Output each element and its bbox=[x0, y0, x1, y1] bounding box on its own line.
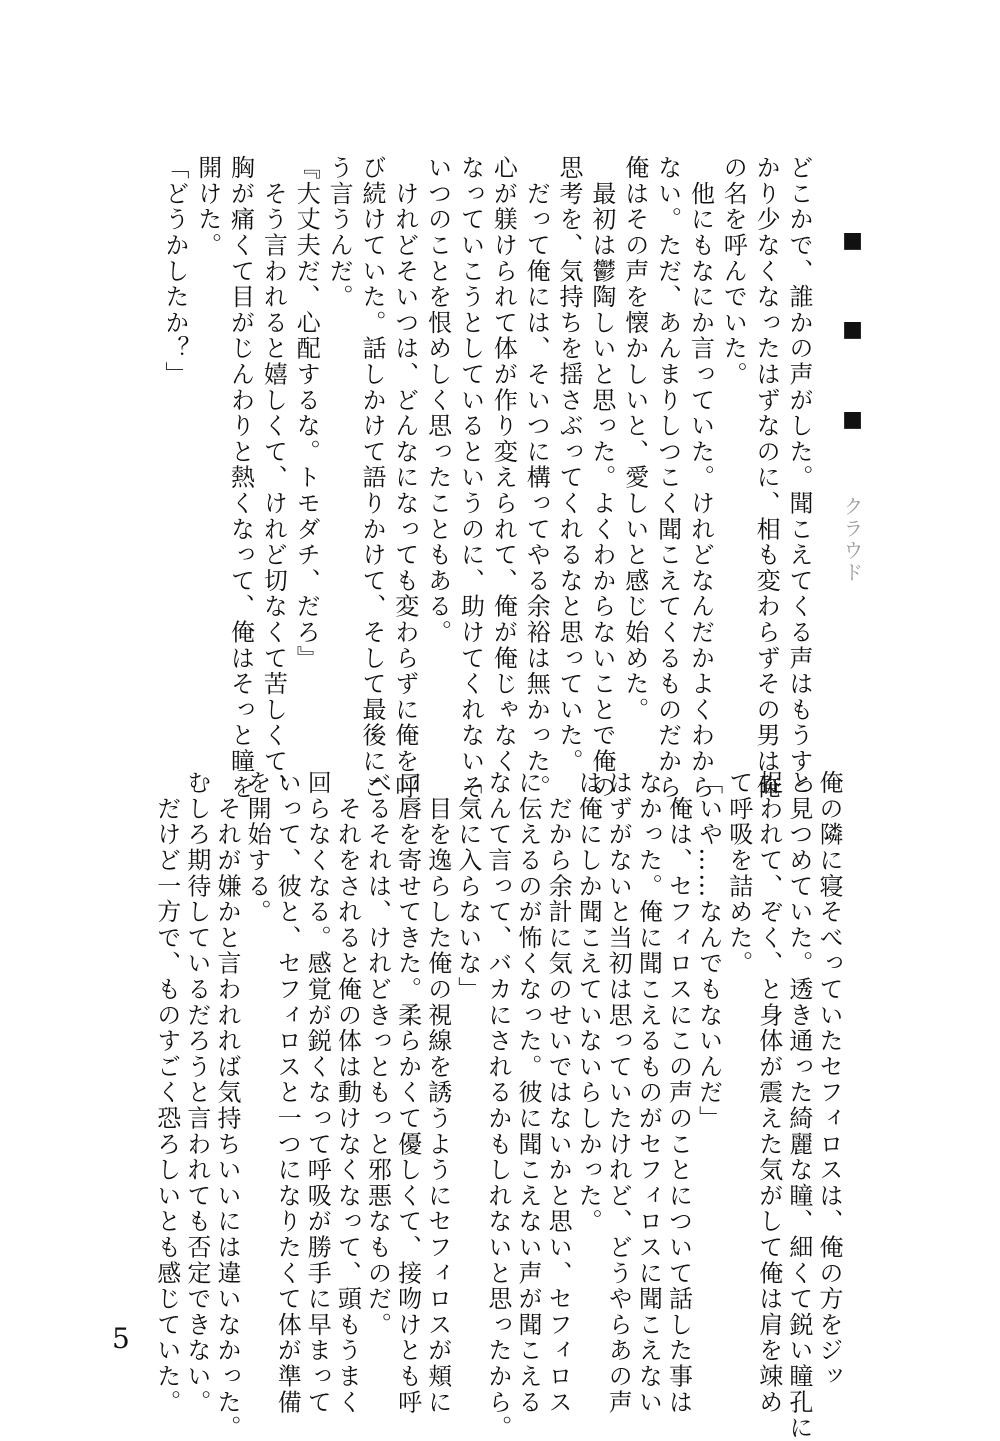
text-column: いつのことを恨めしく思ったこともある。 bbox=[423, 155, 452, 646]
text-column: 口唇を寄せてきた。柔らかくて優しくて、接吻けとも呼 bbox=[393, 770, 422, 1415]
section-title: クラウド bbox=[840, 496, 864, 585]
text-column: いって、彼と、セフィロスと一つになりたくて体が準備 bbox=[273, 770, 302, 1415]
text-column: 心が躾けられて体が作り変えられて、俺が俺じゃなく bbox=[489, 155, 518, 775]
text-column: 「いや……なんでもないんだ」 bbox=[694, 770, 723, 1132]
section-mark-1: ■ bbox=[840, 228, 865, 255]
text-column: そう言われると嬉しくて、けれど切なくて苦しくて、 bbox=[259, 155, 288, 800]
text-column: むしろ期待しているだろうと言われても否定できない。 bbox=[182, 770, 211, 1415]
text-column: けれどそいつは、どんなになっても変わらずに俺を呼 bbox=[390, 155, 419, 800]
text-column: 「どうかしたか？」 bbox=[160, 155, 189, 388]
text-column: べるそれは、けれどきっともっと邪悪なものだ。 bbox=[363, 770, 392, 1338]
text-column: それをされると俺の体は動けなくなって、頭もうまく bbox=[333, 770, 362, 1415]
text-column: 俺はその声を懐かしいと、愛しいと感じ始めた。 bbox=[620, 155, 649, 723]
text-column: だから余計に気のせいではないかと思い、セフィロス bbox=[544, 770, 573, 1415]
text-column: はずがないと当初は思っていたけれど、どうやらあの声 bbox=[604, 770, 633, 1415]
text-column: なっていこうとしているというのに、助けてくれないそ bbox=[456, 155, 485, 800]
text-column: と見つめていた。透き通った綺麗な瞳、細くて鋭い瞳孔に bbox=[784, 770, 813, 1441]
text-column: どこかで、誰かの声がした。聞こえてくる声はもうすっ bbox=[785, 155, 813, 800]
text-column: 開けた。 bbox=[193, 155, 222, 259]
text-column: なかった。俺に聞こえるものがセフィロスに聞こえない bbox=[634, 770, 663, 1415]
text-column: それが嫌かと言われれば気持ちいいには違いなかった。 bbox=[213, 770, 241, 1441]
text-column: かり少なくなったはずなのに、相も変わらずその男は俺 bbox=[752, 155, 781, 800]
text-column: 『大丈夫だ、心配するな。トモダチ、だろ』 bbox=[292, 155, 321, 671]
text-column: 回らなくなる。感覚が鋭くなって呼吸が勝手に早まって bbox=[303, 770, 332, 1415]
text-column: を開始する。 bbox=[243, 770, 272, 925]
text-column: 胸が痛くて目がじんわりと熱くなって、俺はそっと瞳を bbox=[226, 155, 255, 800]
text-column: なんて言って、バカにされるかもしれないと思ったから。 bbox=[483, 770, 512, 1441]
section-mark-3: ■ bbox=[840, 406, 865, 434]
text-column: 最初は鬱陶しいと思った。よくわからないことで俺の bbox=[587, 155, 616, 800]
text-column: は俺にしか聞こえていないらしかった。 bbox=[574, 770, 603, 1235]
text-column: に伝えるのが怖くなった。彼に聞こえない声が聞こえる bbox=[514, 770, 542, 1415]
text-column: 「気に入らないな」 bbox=[453, 770, 482, 1003]
text-column: 目を逸らした俺の視線を誘うようにセフィロスが頬に bbox=[423, 770, 452, 1415]
text-column: 捉われて、ぞく、と身体が震えた気がして俺は肩を竦め bbox=[754, 770, 783, 1415]
text-column: 俺は、セフィロスにこの声のことについて話した事は bbox=[664, 770, 693, 1415]
section-mark-2: ■ bbox=[840, 317, 865, 345]
text-column: う言うんだ。 bbox=[325, 155, 354, 310]
text-column: 俺の隣に寝そべっていたセフィロスは、俺の方をジッ bbox=[815, 770, 843, 1390]
text-column: ない。ただ、あんまりしつこく聞こえてくるものだから、 bbox=[653, 155, 682, 826]
text-column: の名を呼んでいた。 bbox=[719, 155, 748, 388]
text-column: て呼吸を詰めた。 bbox=[724, 770, 753, 977]
text-column: だって俺には、そいつに構ってやる余裕は無かった。 bbox=[522, 155, 551, 800]
section-heading bbox=[838, 228, 867, 584]
text-column: 他にもなにか言っていた。けれどなんだかよくわから bbox=[686, 155, 715, 800]
text-column: だけど一方で、ものすごく恐ろしいとも感じていた。 bbox=[152, 770, 181, 1415]
text-column: び続けていた。話しかけて語りかけて、そして最後にこ bbox=[357, 155, 386, 800]
text-column: 思考を、気持ちを揺さぶってくれるなと思っていた。 bbox=[555, 155, 584, 775]
page-number: 5 bbox=[112, 1322, 130, 1355]
